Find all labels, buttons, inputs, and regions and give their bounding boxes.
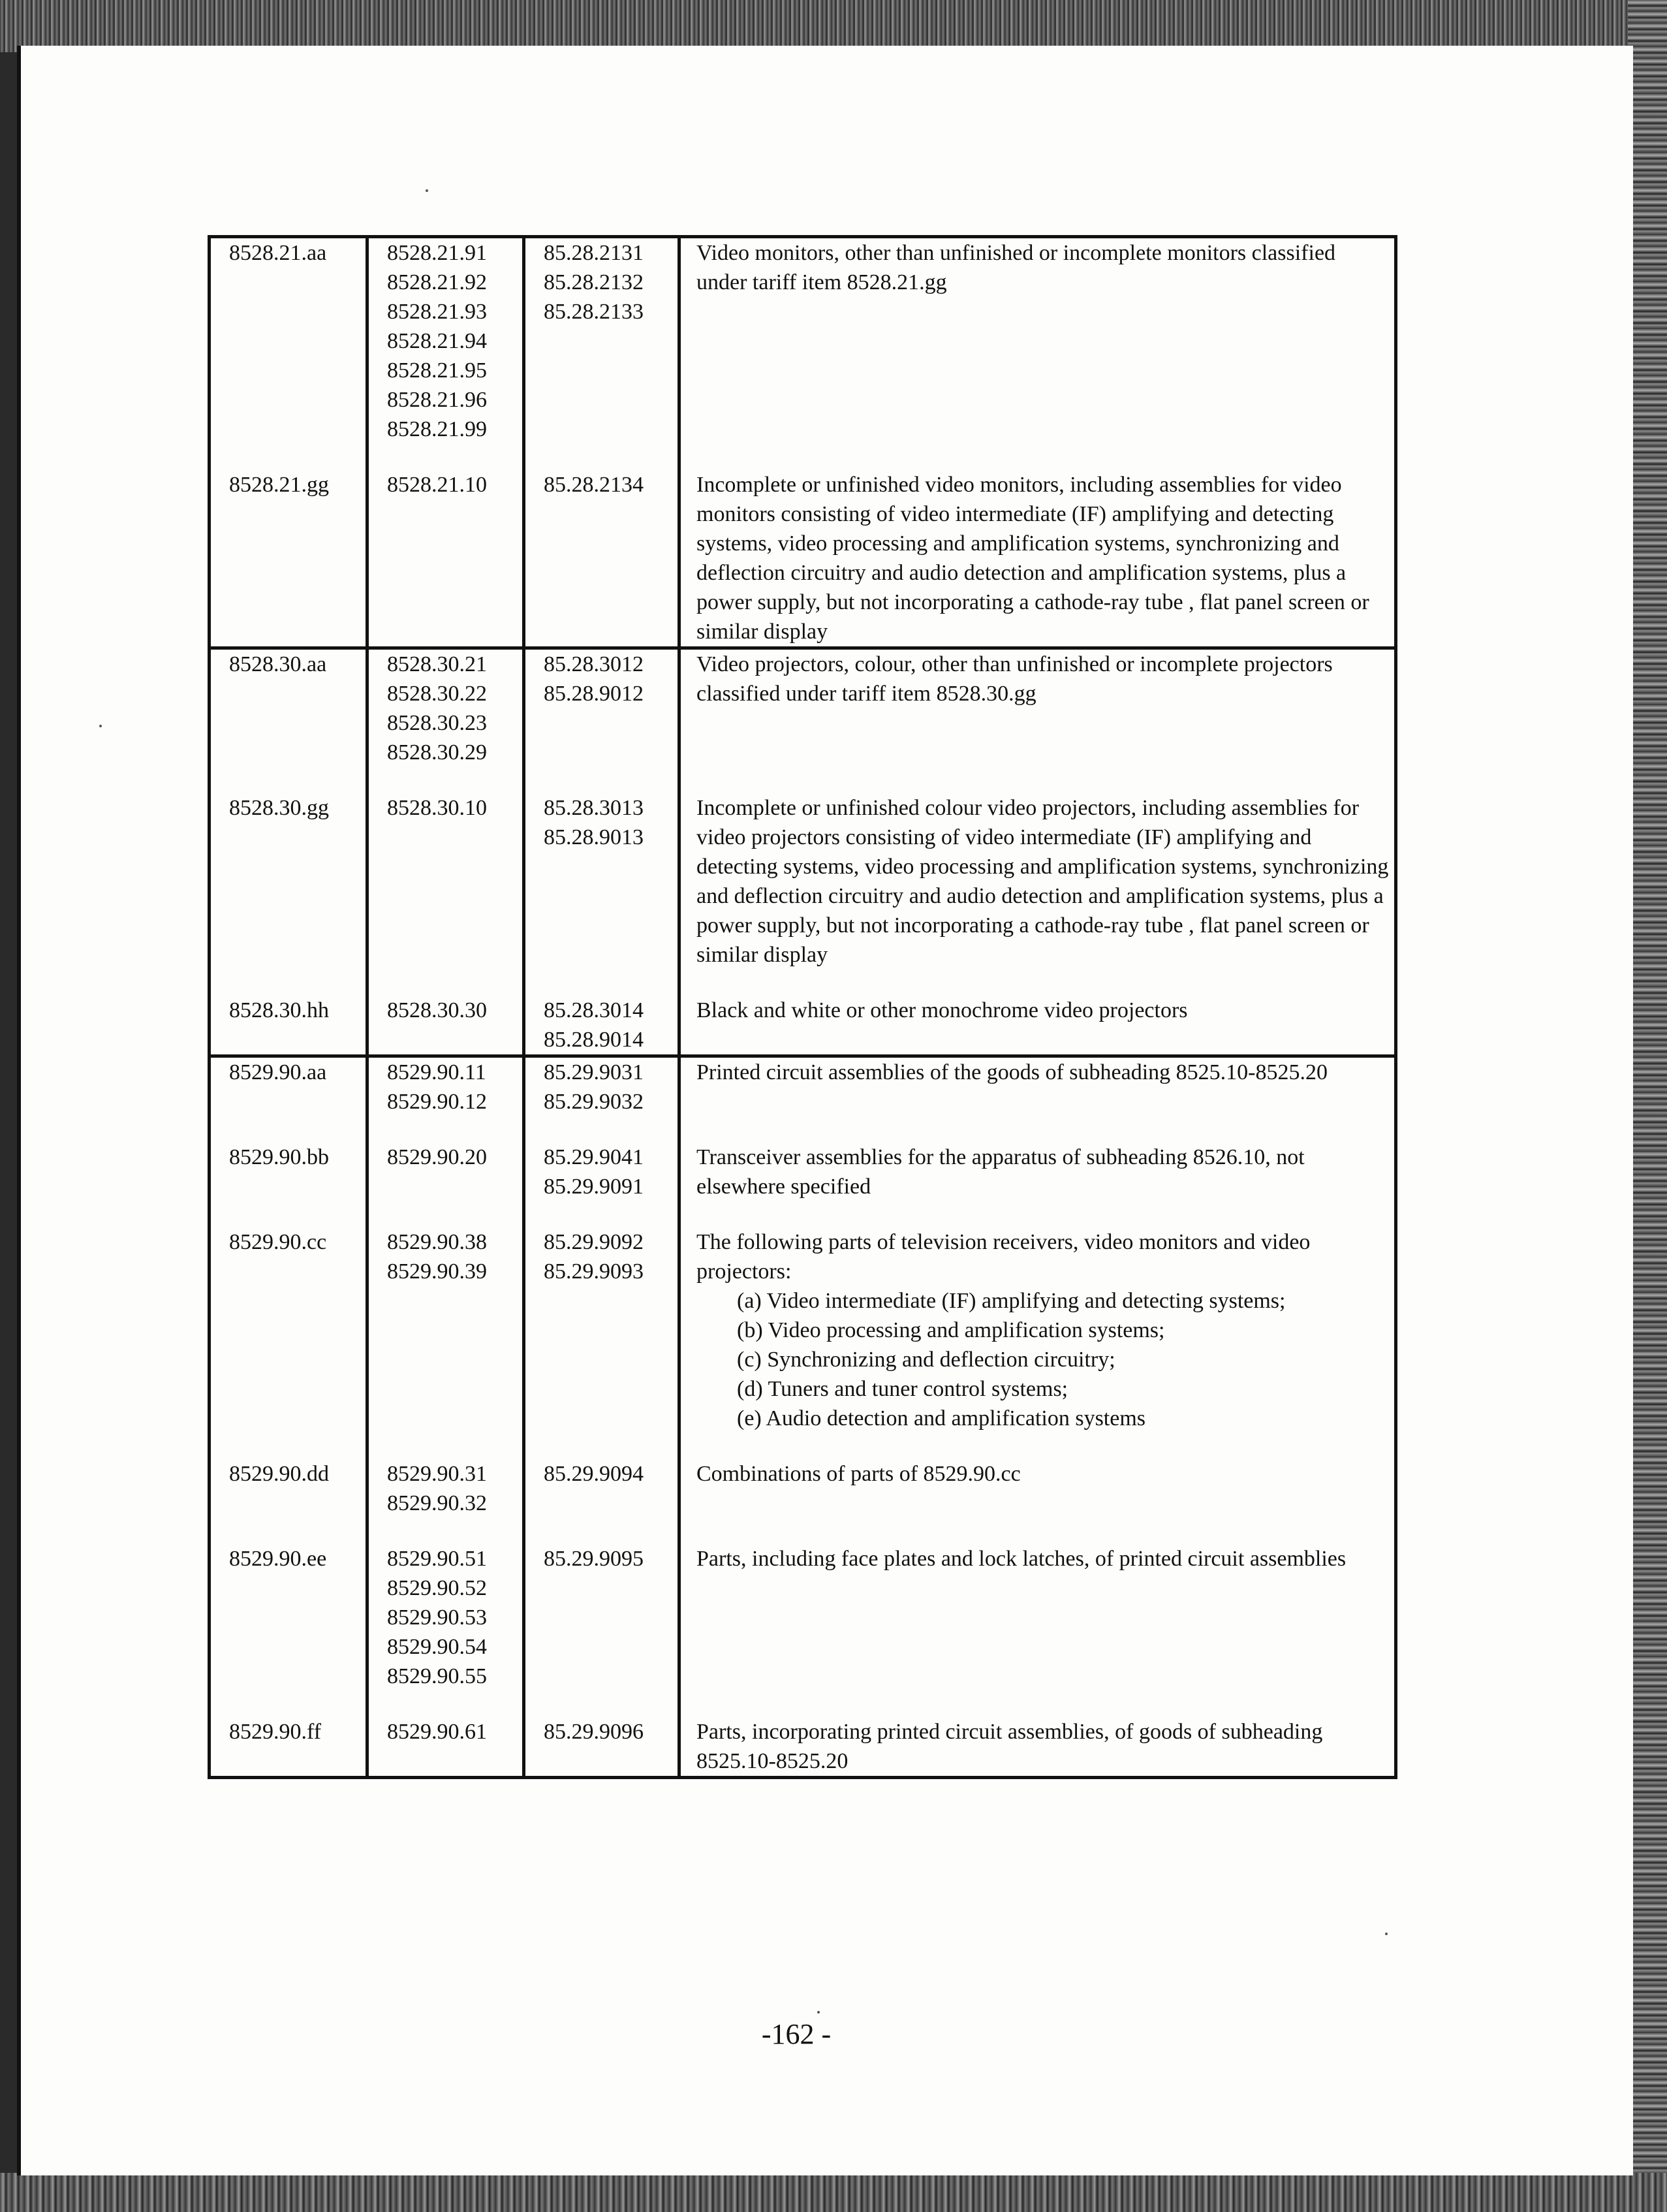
tariff-table-body (210, 237, 1396, 1778)
statistical-code-cell-line: 85.28.2132 (544, 270, 644, 294)
description-cell (679, 648, 1396, 768)
table-row (210, 1518, 1396, 1691)
description-cell (679, 1518, 1396, 1691)
tariff-item-cell-line: 8529.90.51 (387, 1547, 487, 1571)
tariff-item-cell-line: 8528.30.10 (387, 796, 487, 820)
statistical-code-cell-line: 85.28.3012 (544, 652, 644, 676)
description-cell-line: Video monitors, other than unfinished or incomplete monitors classified under tariff item 8528.21.gg (696, 241, 1336, 294)
tariff-item-cell-line: 8529.90.52 (387, 1576, 487, 1600)
canadian-item-code-cell-line: 8528.30.gg (229, 796, 329, 820)
tariff-item-cell-line: 8529.90.11 (387, 1060, 486, 1084)
canadian-item-code-cell (210, 1201, 367, 1433)
description-cell-line: The following parts of television receivers, video monitors and video projectors: (696, 1230, 1311, 1284)
description-cell (679, 1691, 1396, 1778)
description-cell-line: Parts, including face plates and lock latches, of printed circuit assemblies (696, 1547, 1347, 1571)
description-sub-item: (c) Synchronizing and deflection circuitry; (737, 1348, 1115, 1372)
description-cell-line: Parts, incorporating printed circuit assemblies, of goods of subheading 8525.10-8525.20 (696, 1720, 1323, 1773)
table-row (210, 767, 1396, 970)
tariff-item-cell (367, 970, 524, 1056)
description-sub-item: (d) Tuners and tuner control systems; (737, 1377, 1068, 1401)
description-cell (679, 1116, 1396, 1201)
statistical-code-cell-line: 85.29.9031 (544, 1060, 644, 1084)
statistical-code-cell-line: 85.28.3013 (544, 796, 644, 820)
description-cell-line: Combinations of parts of 8529.90.cc (696, 1462, 1021, 1486)
canadian-item-code-cell-line: 8529.90.cc (229, 1230, 327, 1254)
tariff-table (208, 235, 1397, 1779)
description-cell-line: Printed circuit assemblies of the goods of subheading 8525.10-8525.20 (696, 1060, 1328, 1084)
canadian-item-code-cell-line: 8528.21.aa (229, 241, 327, 265)
table-row (210, 444, 1396, 648)
table-row (210, 1201, 1396, 1433)
statistical-code-cell (524, 1433, 679, 1518)
statistical-code-cell (524, 1691, 679, 1778)
description-cell-line: Transceiver assemblies for the apparatus of subheading 8526.10, not elsewhere specified (696, 1145, 1305, 1199)
canadian-item-code-cell-line: 8529.90.bb (229, 1145, 329, 1169)
tariff-item-cell (367, 1116, 524, 1201)
tariff-item-cell-line: 8528.21.93 (387, 300, 487, 324)
statistical-code-cell-line: 85.28.2131 (544, 241, 644, 265)
tariff-item-cell-line: 8528.21.96 (387, 388, 487, 412)
statistical-code-cell-line: 85.29.9032 (544, 1090, 644, 1114)
tariff-item-cell-line: 8528.30.21 (387, 652, 487, 676)
tariff-item-cell-line: 8529.90.32 (387, 1491, 487, 1515)
statistical-code-cell-line: 85.29.9041 (544, 1145, 644, 1169)
canadian-item-code-cell (210, 767, 367, 970)
description-sub-item: (b) Video processing and amplification systems; (737, 1318, 1165, 1342)
statistical-code-cell-line: 85.29.9091 (544, 1175, 644, 1199)
tariff-item-cell (367, 648, 524, 768)
table-row (210, 1056, 1396, 1117)
description-cell (679, 444, 1396, 648)
canadian-item-code-cell-line: 8528.21.gg (229, 473, 329, 497)
tariff-item-cell (367, 237, 524, 445)
tariff-item-cell-line: 8529.90.55 (387, 1664, 487, 1688)
statistical-code-cell (524, 1518, 679, 1691)
table-row (210, 970, 1396, 1056)
canadian-item-code-cell (210, 1518, 367, 1691)
description-cell-line: Black and white or other monochrome video projectors (696, 998, 1188, 1022)
tariff-item-cell-line: 8529.90.12 (387, 1090, 487, 1114)
scan-border-top (0, 0, 1667, 52)
canadian-item-code-cell-line: 8528.30.hh (229, 998, 329, 1022)
tariff-item-cell-line: 8528.21.92 (387, 270, 487, 294)
tariff-item-cell-line: 8528.21.94 (387, 329, 487, 353)
table-row (210, 1433, 1396, 1518)
tariff-item-cell (367, 1201, 524, 1433)
tariff-item-cell-line: 8528.21.95 (387, 358, 487, 383)
statistical-code-cell (524, 648, 679, 768)
scan-border-right (1628, 0, 1667, 2212)
statistical-code-cell-line: 85.28.2134 (544, 473, 644, 497)
statistical-code-cell (524, 970, 679, 1056)
statistical-code-cell-line: 85.29.9093 (544, 1259, 644, 1284)
description-cell-line: Incomplete or unfinished colour video projectors, including assemblies for video projectors consisting of video intermediate (IF) amplifying and detecting systems, video processing and amplification systems, synchronizing and deflection circuitry and audio detection and amplification systems, plus a power supply, but not incorporating a cathode-ray tube , flat panel screen or similar display (696, 796, 1389, 967)
scan-border-bottom (0, 2173, 1667, 2212)
scan-speck (1385, 1933, 1388, 1935)
canadian-item-code-cell (210, 648, 367, 768)
statistical-code-cell (524, 237, 679, 445)
statistical-code-cell-line: 85.28.9014 (544, 1028, 644, 1052)
tariff-item-cell-line: 8528.30.23 (387, 711, 487, 735)
tariff-item-cell (367, 1518, 524, 1691)
description-cell-line: Incomplete or unfinished video monitors, including assemblies for video monitors consisting of video intermediate (IF) amplifying and detecting systems, video processing and amplification systems, synchronizing and deflection circuitry and audio detection and amplification systems, plus a power supply, but not incorporating a cathode-ray tube , flat panel screen or similar display (696, 473, 1369, 644)
description-cell (679, 1056, 1396, 1117)
canadian-item-code-cell-line: 8529.90.aa (229, 1060, 327, 1084)
tariff-item-cell (367, 767, 524, 970)
statistical-code-cell-line: 85.28.9013 (544, 825, 644, 849)
tariff-item-cell (367, 1691, 524, 1778)
canadian-item-code-cell (210, 1056, 367, 1117)
statistical-code-cell (524, 1116, 679, 1201)
statistical-code-cell (524, 1201, 679, 1433)
table-row (210, 1691, 1396, 1778)
tariff-item-cell (367, 444, 524, 648)
tariff-item-cell-line: 8529.90.20 (387, 1145, 487, 1169)
canadian-item-code-cell (210, 970, 367, 1056)
canadian-item-code-cell (210, 237, 367, 445)
page-number: -162 - (761, 2018, 832, 2050)
description-sub-item: (a) Video intermediate (IF) amplifying and detecting systems; (737, 1289, 1286, 1313)
description-cell (679, 970, 1396, 1056)
scan-speck (99, 725, 102, 727)
statistical-code-cell-line: 85.29.9094 (544, 1462, 644, 1486)
tariff-item-cell-line: 8529.90.38 (387, 1230, 487, 1254)
canadian-item-code-cell (210, 1116, 367, 1201)
tariff-item-cell-line: 8529.90.31 (387, 1462, 487, 1486)
canadian-item-code-cell-line: 8528.30.aa (229, 652, 327, 676)
tariff-item-cell-line: 8529.90.61 (387, 1720, 487, 1744)
canadian-item-code-cell (210, 1691, 367, 1778)
description-cell (679, 767, 1396, 970)
statistical-code-cell (524, 767, 679, 970)
canadian-item-code-cell-line: 8529.90.ff (229, 1720, 322, 1744)
canadian-item-code-cell-line: 8529.90.dd (229, 1462, 329, 1486)
canadian-item-code-cell (210, 444, 367, 648)
statistical-code-cell-line: 85.29.9096 (544, 1720, 644, 1744)
description-cell-line: Video projectors, colour, other than unfinished or incomplete projectors classified under tariff item 8528.30.gg (696, 652, 1333, 706)
statistical-code-cell-line: 85.28.2133 (544, 300, 644, 324)
tariff-item-cell-line: 8529.90.39 (387, 1259, 487, 1284)
description-cell (679, 1433, 1396, 1518)
statistical-code-cell-line: 85.29.9092 (544, 1230, 644, 1254)
tariff-item-cell-line: 8528.21.99 (387, 417, 487, 441)
tariff-item-cell-line: 8528.30.29 (387, 740, 487, 765)
table-row (210, 1116, 1396, 1201)
statistical-code-cell-line: 85.28.9012 (544, 682, 644, 706)
statistical-code-cell-line: 85.28.3014 (544, 998, 644, 1022)
tariff-item-cell-line: 8529.90.54 (387, 1635, 487, 1659)
canadian-item-code-cell (210, 1433, 367, 1518)
description-cell (679, 1201, 1396, 1433)
tariff-item-cell-line: 8528.30.30 (387, 998, 487, 1022)
scan-speck (817, 2011, 820, 2014)
table-row (210, 648, 1396, 768)
description-cell (679, 237, 1396, 445)
statistical-code-cell (524, 1056, 679, 1117)
table-row (210, 237, 1396, 445)
statistical-code-cell (524, 444, 679, 648)
tariff-item-cell-line: 8528.21.91 (387, 241, 487, 265)
canadian-item-code-cell-line: 8529.90.ee (229, 1547, 327, 1571)
tariff-item-cell-line: 8529.90.53 (387, 1605, 487, 1630)
tariff-item-cell (367, 1433, 524, 1518)
tariff-item-cell-line: 8528.21.10 (387, 473, 487, 497)
scan-speck (426, 189, 428, 192)
statistical-code-cell-line: 85.29.9095 (544, 1547, 644, 1571)
tariff-item-cell-line: 8528.30.22 (387, 682, 487, 706)
tariff-item-cell (367, 1056, 524, 1117)
description-sub-item: (e) Audio detection and amplification systems (737, 1406, 1146, 1430)
